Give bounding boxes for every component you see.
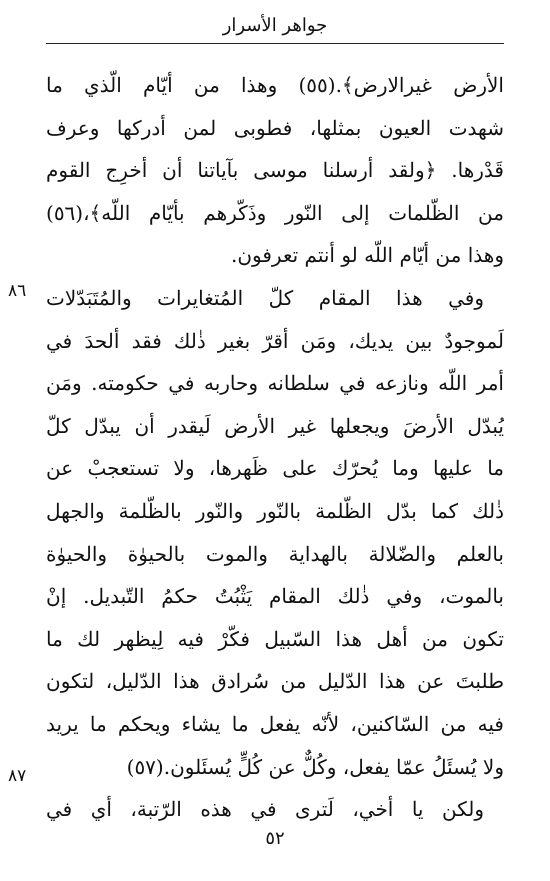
text-line: ما عليها وما يُحرّك على ظَهرها، ولا تستعجبْ عن bbox=[46, 456, 504, 481]
text-line: يُبدّل الأرضَ ويجعلها غير الأرض لَيقدر أن يبدّل كلّ bbox=[46, 413, 504, 438]
text-line: الأرض غيرالارض﴾.(٥٥) وهذا من أيّام الّذي ما bbox=[46, 73, 504, 97]
text-line: طلبتَ عن هذا الدّليل من سُرادق هذا الدّليل، لتكون bbox=[46, 669, 504, 694]
text-line: ذٰلك كما بدّل الظّلمة بالنّور والنّور بالظّلمة والجهل bbox=[46, 498, 504, 523]
text-line: ولكن يا أخي، لَترى في هذه الرّتبة، أي في bbox=[46, 797, 484, 822]
text-line: ولا يُسئَلُ عمّا يفعل، وكُلٌّ عن كُلٍّ يُسئَلون.(٥٧) bbox=[126, 754, 504, 779]
text-line: وفي هذا المقام كلّ المُتغايرات والمُتَبَدّلات bbox=[46, 285, 484, 310]
text-line: بالعلم والضّلالة بالهداية والموت بالحيوٰة والحيوٰة bbox=[46, 541, 504, 566]
margin-paragraph-number: ٨٦ bbox=[8, 281, 27, 301]
text-line: لَموجودٌ بين يديك، ومَن أقرّ بغير ذٰلك فقد ألحدَ في bbox=[46, 328, 504, 353]
text-line: تكون من أهل هذا السّبيل فكّرْ فيه لِيظهر لك ما bbox=[46, 626, 504, 651]
page-number: ٥٢ bbox=[265, 828, 285, 849]
page-body bbox=[46, 64, 504, 831]
text-line: قَدْرها. ﴿ولقد أرسلنا موسى بآياتنا أن أخرِج القوم bbox=[46, 158, 504, 183]
text-line: شهدت العيون بمثلها، فطوبى لمن أدركها وعرف bbox=[46, 115, 504, 140]
text-line: فيه من السّاكنين، لأنّه يفعل ما يشاء ويحكم ما يريد bbox=[46, 711, 504, 736]
header-rule bbox=[46, 43, 504, 44]
text-line: بالموت، وفي ذٰلك المقام يَثْبُتُ حكمُ التّبديل. إنْ bbox=[46, 584, 504, 609]
text-line: من الظّلمات إلى النّور وذَكّرهم بأيّام اللّه﴾،(٥٦) bbox=[46, 200, 504, 225]
running-head: جواهر الأسرار bbox=[222, 15, 328, 36]
margin-paragraph-number: ٨٧ bbox=[8, 766, 27, 786]
text-line: وهذا من أيّام اللّه لو أنتم تعرفون. bbox=[230, 243, 504, 268]
text-line: أمر اللّه ونازعه في سلطانه وحاربه في حكومته. ومَن bbox=[46, 371, 504, 396]
